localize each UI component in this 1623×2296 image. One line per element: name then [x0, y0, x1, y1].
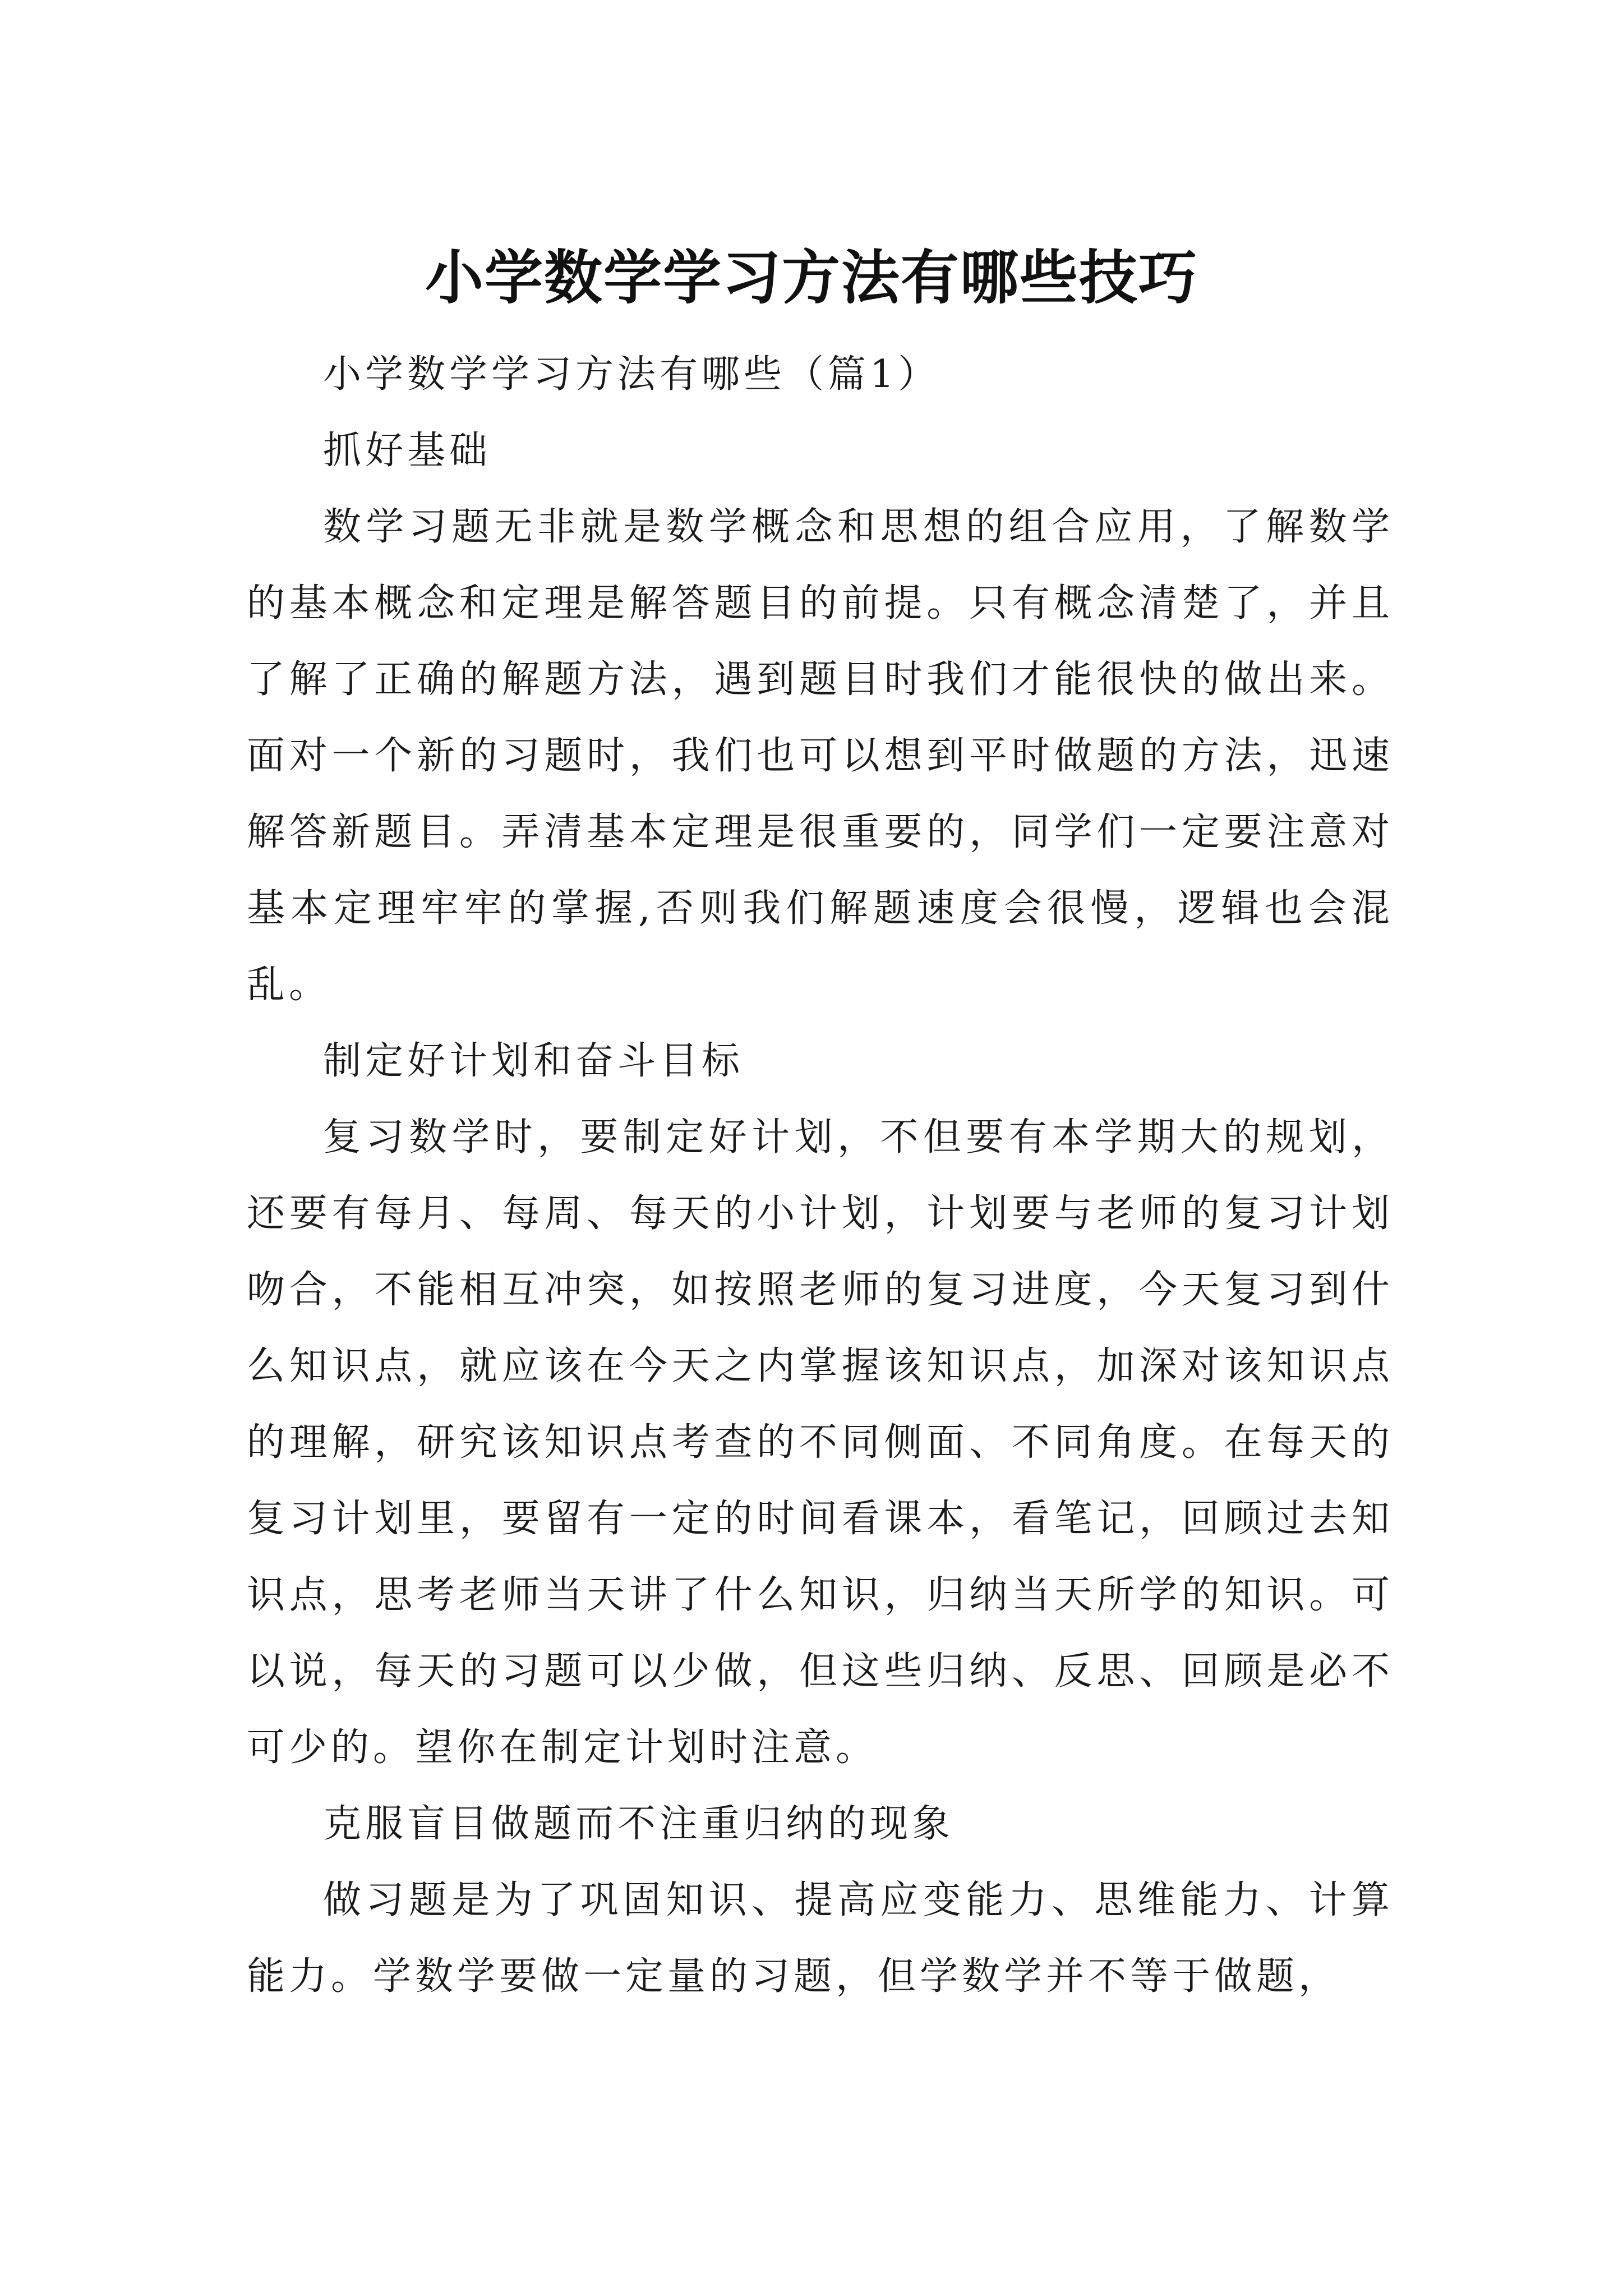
- subheading: 制定好计划和奋斗目标: [323, 1039, 744, 1083]
- subheading: 抓好基础: [323, 429, 492, 473]
- document-title: 小学数学学习方法有哪些技巧: [425, 242, 1198, 312]
- document-body: [247, 337, 1394, 2015]
- body-paragraph: 复习数学时，要制定好计划，不但要有本学期大的规划，还要有每月、每周、每天的小计划，计划要与老师的复习计划吻合，不能相互冲突，如按照老师的复习进度，今天复习到什么知识点，就应该在今天之内掌握该知识点，加深对该知识点的理解，研究该知识点考查的不同侧面、不同角度。在每天的复习计划里，要留有一定的时间看课本，看笔记，回顾过去知识点，思考老师当天讲了什么知识，归纳当天所学的知识。可以说，每天的习题可以少做，但这些归纳、反思、回顾是必不可少的。望你在制定计划时注意。: [247, 1115, 1394, 1770]
- body-paragraph: 做习题是为了巩固知识、提高应变能力、思维能力、计算能力。学数学要做一定量的习题，但学数学并不等于做题，: [247, 1878, 1394, 1999]
- section-heading: 小学数学学习方法有哪些（篇1）: [323, 352, 940, 397]
- body-paragraph: 数学习题无非就是数学概念和思想的组合应用，了解数学的基本概念和定理是解答题目的前提。只有概念清楚了，并且了解了正确的解题方法，遇到题目时我们才能很快的做出来。面对一个新的习题时，我们也可以想到平时做题的方法，迅速解答新题目。弄清基本定理是很重要的，同学们一定要注意对基本定理牢牢的掌握,否则我们解题速度会很慢，逻辑也会混乱。: [247, 505, 1394, 1007]
- subheading: 克服盲目做题而不注重归纳的现象: [323, 1802, 955, 1846]
